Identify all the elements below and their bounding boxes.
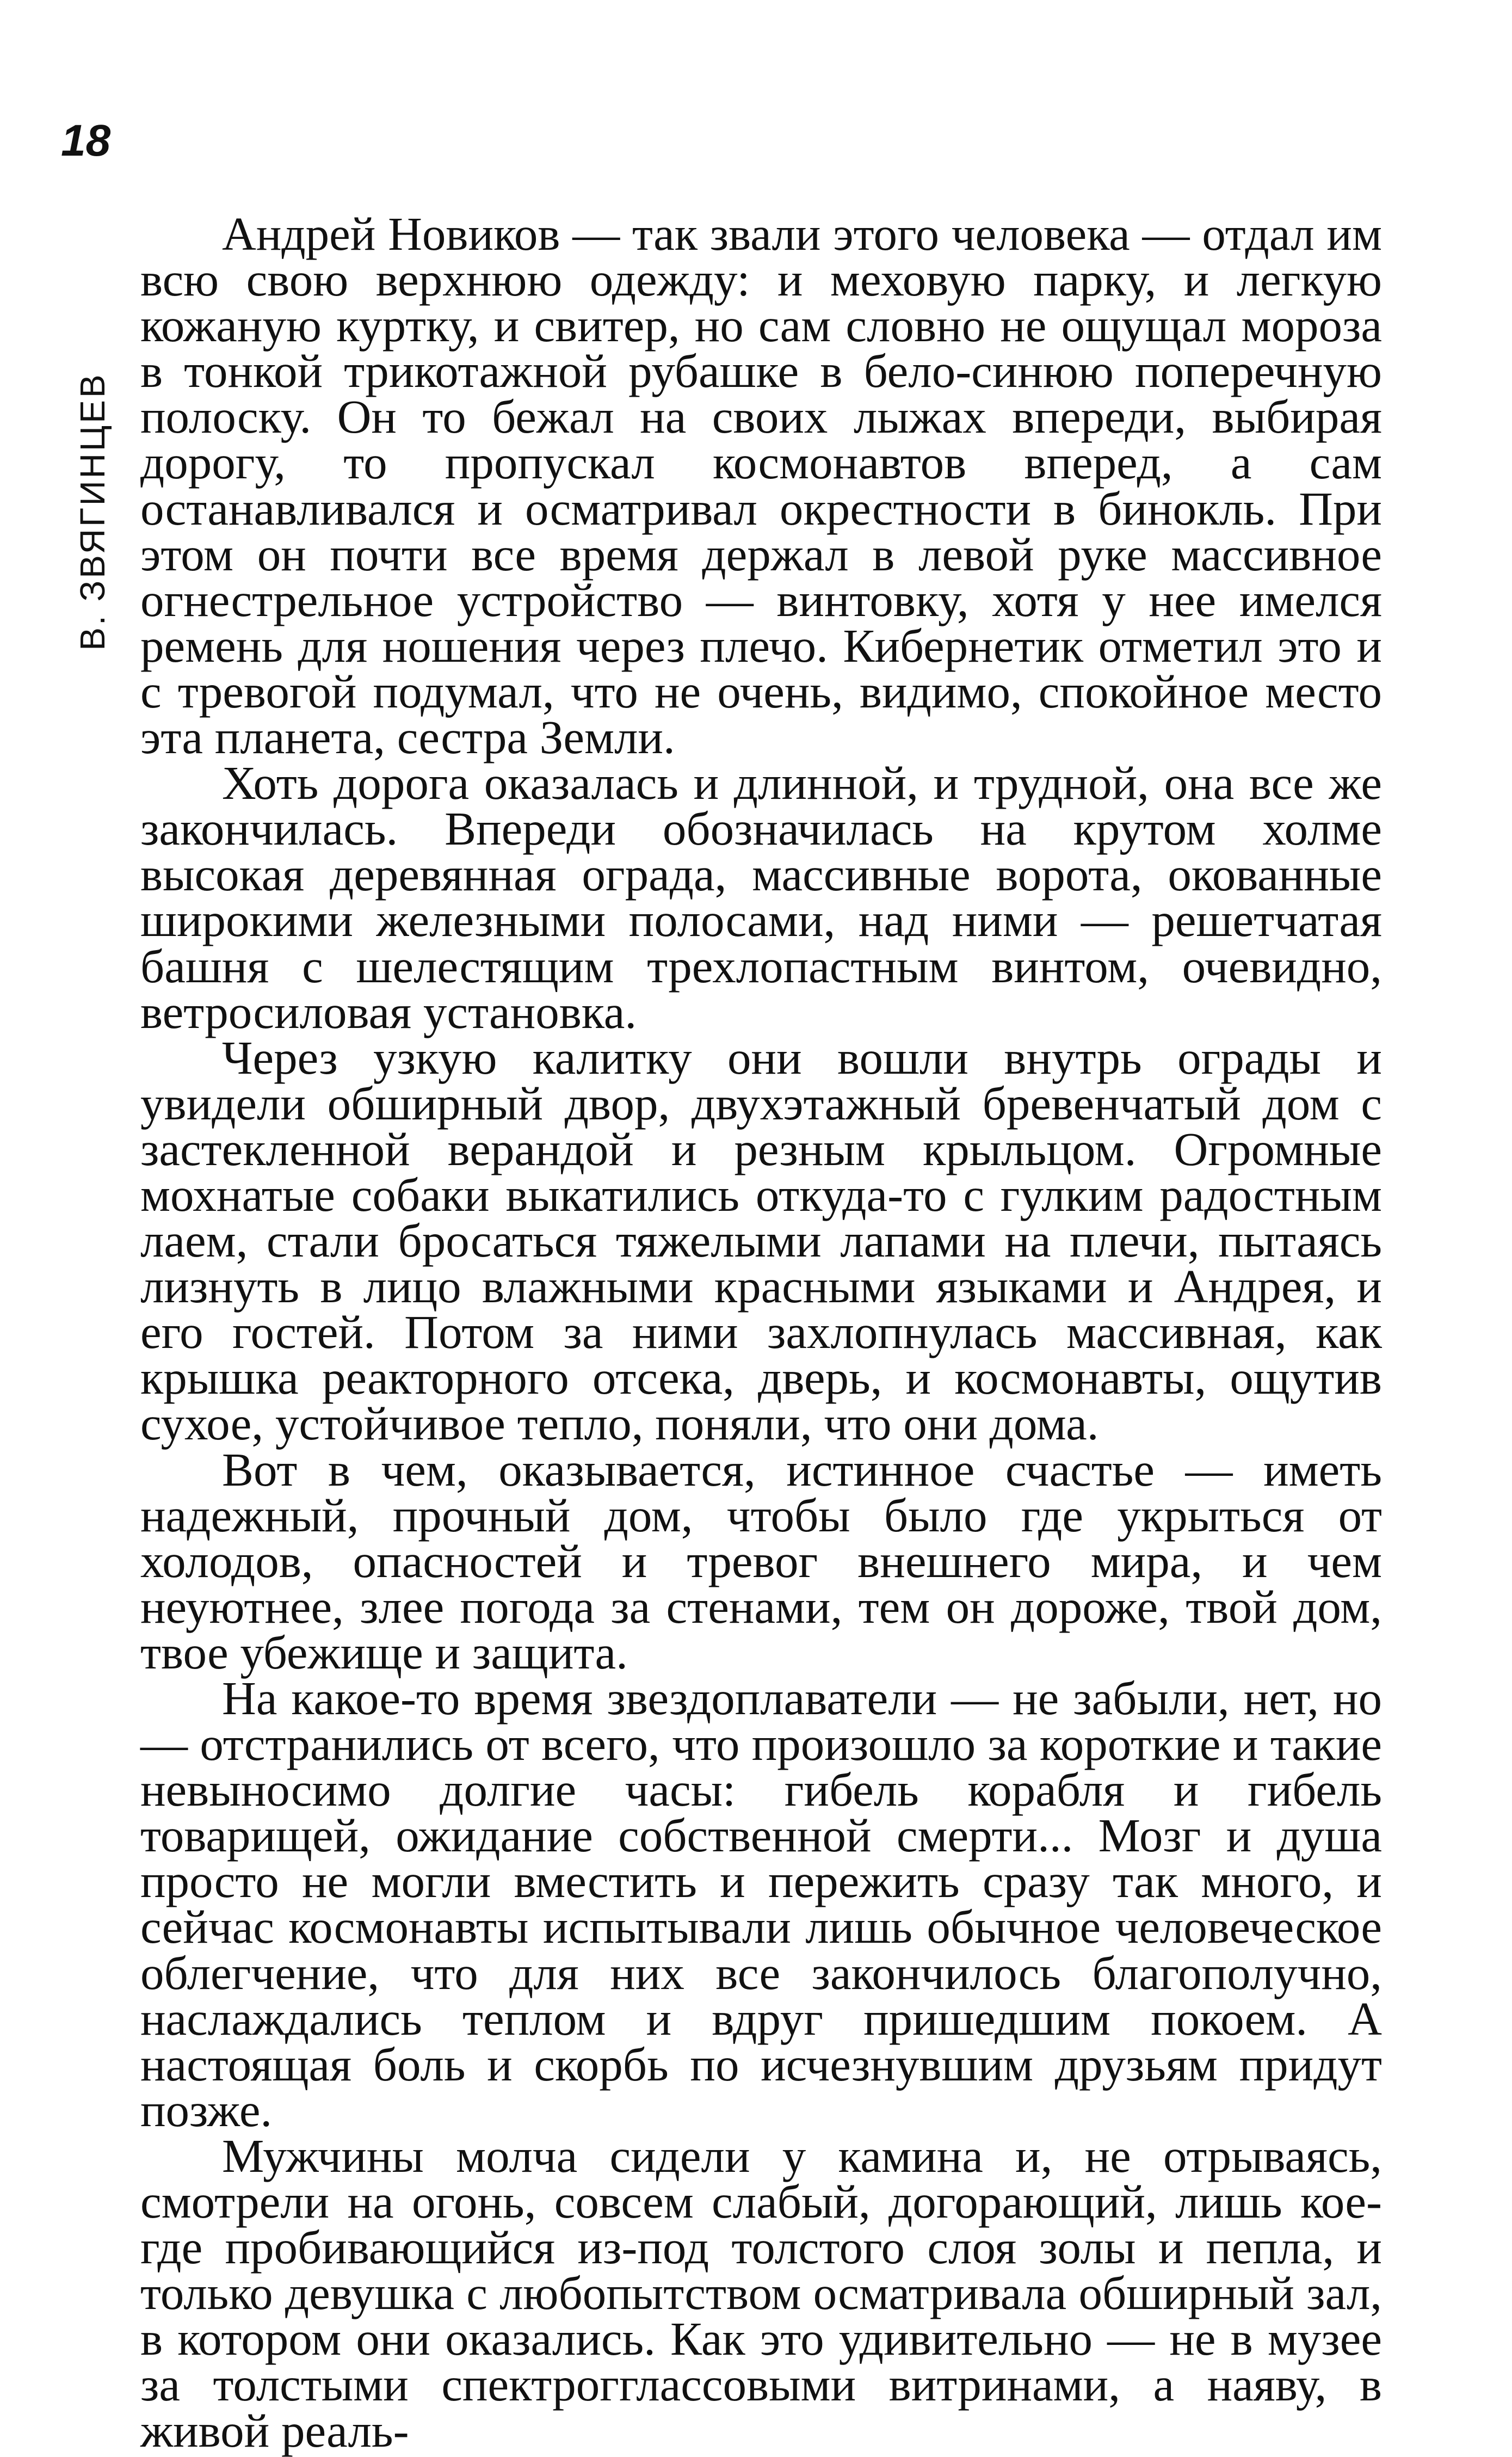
paragraph: Мужчины молча сидели у камина и, не отрываясь, смотрели на огонь, совсем слабый, догорающий, лишь кое-где пробивающийся из-под толстого слоя золы и пепла, и только девушка с любопытством осматривала обширный зал, в котором они оказались. Как это удивительно — не в музее за толстыми спектрогглассовыми витринами, а наяву, в живой реаль-: [140, 2129, 1382, 2457]
body-text: [140, 207, 1382, 2457]
paragraph: Хоть дорога оказалась и длинной, и трудной, она все же закончилась. Впереди обозначилась на крутом холме высокая деревянная ограда, массивные ворота, окованные широкими железными полосами, над ними — решетчатая башня с шелестящим трехлопастным винтом, очевидно, ветросиловая установка.: [140, 756, 1382, 1038]
paragraph: Вот в чем, оказывается, истинное счастье — иметь надежный, прочный дом, чтобы было где укрыться от холодов, опасностей и тревог внешнего мира, и чем неуютнее, злее погода за стенами, тем он дороже, твой дом, твое убежище и защита.: [140, 1443, 1382, 1679]
paragraph: Андрей Новиков — так звали этого человека — отдал им всю свою верхнюю одежду: и меховую парку, и легкую кожаную куртку, и свитер, но сам словно не ощущал мороза в тонкой трикотажной рубашке в бело-синюю поперечную полоску. Он то бежал на своих лыжах впереди, выбирая дорогу, то пропускал космонавтов вперед, а сам останавливался и осматривал окрестности в бинокль. При этом он почти все время держал в левой руке массивное огнестрельное устройство — винтовку, хотя у нее имелся ремень для ношения через плечо. Кибернетик отметил это и с тревогой подумал, что не очень, видимо, спокойное место эта планета, сестра Земли.: [140, 207, 1382, 764]
running-head-author: В. ЗВЯГИНЦЕВ: [73, 372, 112, 651]
paragraph: На какое-то время звездоплаватели — не забыли, нет, но — отстранились от всего, что произошло за короткие и такие невыносимо долгие часы: гибель корабля и гибель товарищей, ожидание собственной смерти... Мозг и душа просто не могли вместить и пережить сразу так много, и сейчас космонавты испытывали лишь обычное человеческое облегчение, что для них все закончилось благополучно, наслаждались теплом и вдруг пришедшим покоем. А настоящая боль и скорбь по исчезнувшим друзьям придут позже.: [140, 1672, 1382, 2136]
paragraph: Через узкую калитку они вошли внутрь ограды и увидели обширный двор, двухэтажный бревенчатый дом с застекленной верандой и резным крыльцом. Огромные мохнатые собаки выкатились откуда-то с гулким радостным лаем, стали бросаться тяжелыми лапами на плечи, пытаясь лизнуть в лицо влажными красными языками и Андрея, и его гостей. Потом за ними захлопнулась массивная, как крышка реакторного отсека, дверь, и космонавты, ощутив сухое, устойчивое тепло, поняли, что они дома.: [140, 1031, 1382, 1450]
page-number: 18: [61, 116, 111, 165]
